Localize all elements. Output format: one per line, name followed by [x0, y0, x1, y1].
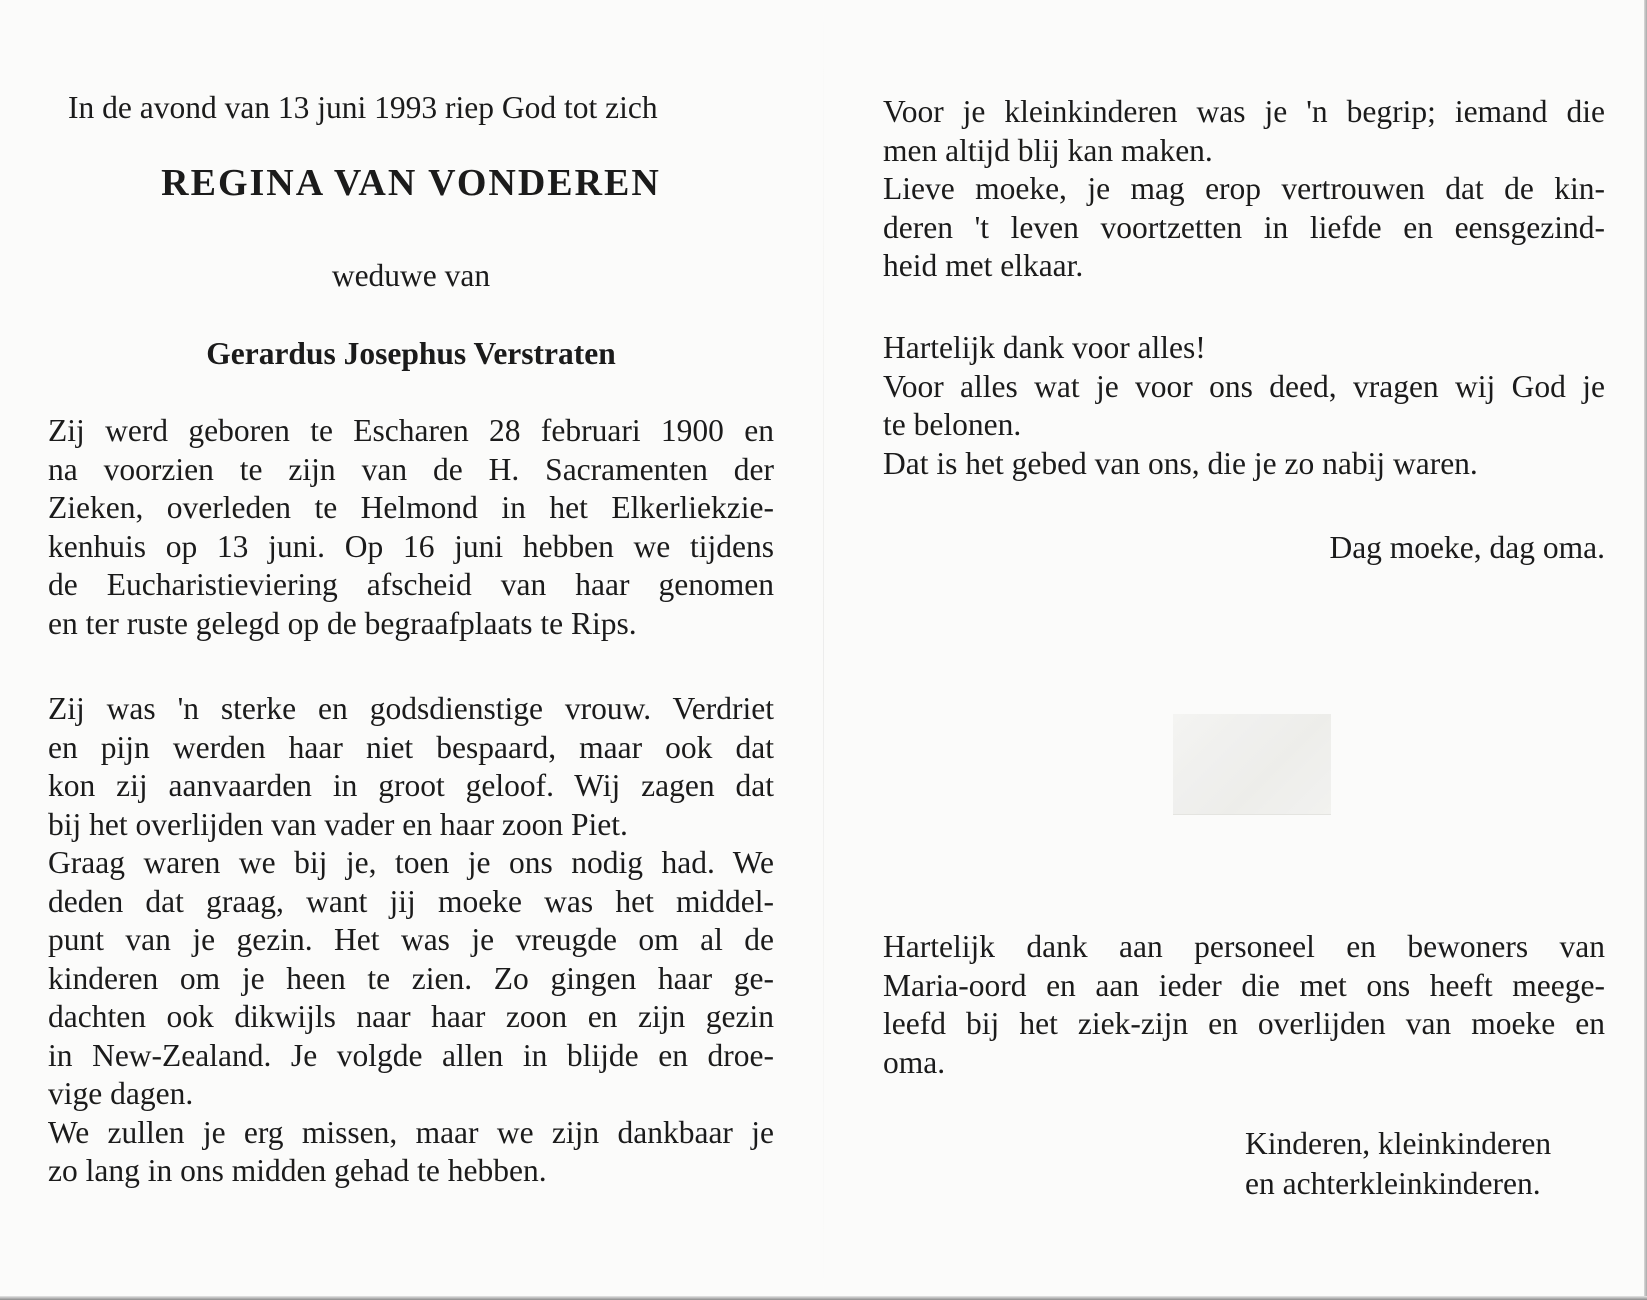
- text-line: Voor alles wat je voor ons deed, vragen wij God je: [883, 368, 1605, 404]
- widow-of-line: weduwe van: [331, 258, 491, 293]
- signature-block: [1245, 1124, 1605, 1204]
- text-line: deren 't leven voortzetten in liefde en eensgezind-: [883, 209, 1605, 245]
- text-line: We zullen je erg missen, maar we zijn dankbaar je: [48, 1114, 774, 1150]
- text-line: dachten ook dikwijls naar haar zoon en zijn gezin: [48, 999, 774, 1034]
- text-line: oma.: [883, 1044, 946, 1080]
- card-fold: [823, 0, 824, 1300]
- tribute-paragraph: [48, 690, 774, 1191]
- text-line: Hartelijk dank aan personeel en bewoners van: [883, 929, 1605, 964]
- text-line: te belonen.: [883, 407, 1022, 442]
- gratitude-paragraph: [883, 329, 1605, 483]
- text-line: Maria-oord en aan ieder die met ons heeft meege-: [883, 967, 1605, 1003]
- grandchildren-paragraph: [883, 93, 1605, 286]
- text-line: vige dagen.: [48, 1076, 194, 1111]
- text-line: na voorzien te zijn van de H. Sacramenten der: [48, 451, 774, 487]
- text-line: Zieken, overleden te Helmond in het Elkerliekzie-: [48, 490, 774, 525]
- deceased-name: REGINA VAN VONDEREN: [161, 162, 661, 204]
- photo-placeholder: [1173, 714, 1331, 815]
- text-line: Graag waren we bij je, toen je ons nodig had. We: [48, 845, 774, 880]
- card-bottom-edge: [0, 1296, 1647, 1300]
- birth-death-paragraph: [48, 412, 774, 643]
- text-line: de Eucharistieviering afscheid van haar genomen: [48, 567, 774, 602]
- signature-line: Kinderen, kleinkinderen: [1245, 1126, 1552, 1161]
- text-line: leefd bij het ziek-zijn en overlijden van moeke en: [883, 1006, 1605, 1041]
- text-line: Voor je kleinkinderen was je 'n begrip; iemand die: [883, 94, 1605, 129]
- text-line: deden dat graag, want jij moeke was het middel-: [48, 883, 774, 919]
- intro-line: In de avond van 13 juni 1993 riep God tot zich: [68, 90, 658, 125]
- thanks-paragraph: [883, 928, 1605, 1082]
- husband-name: Gerardus Josephus Verstraten: [206, 336, 616, 371]
- text-line: Zij was 'n sterke en godsdienstige vrouw. Verdriet: [48, 691, 774, 726]
- text-line: punt van je gezin. Het was je vreugde om al de: [48, 922, 774, 957]
- text-line: en ter ruste gelegd op de begraafplaats te Rips.: [48, 605, 637, 641]
- text-line: men altijd blij kan maken.: [883, 132, 1213, 168]
- text-line: Zij werd geboren te Escharen 28 februari 1900 en: [48, 413, 774, 448]
- text-line: en pijn werden haar niet bespaard, maar ook dat: [48, 729, 774, 765]
- text-line: kinderen om je heen te zien. Zo gingen haar ge-: [48, 960, 774, 996]
- text-line: Hartelijk dank voor alles!: [883, 330, 1206, 365]
- text-line: heid met elkaar.: [883, 248, 1084, 283]
- text-line: kon zij aanvaarden in groot geloof. Wij zagen dat: [48, 768, 774, 803]
- text-line: Lieve moeke, je mag erop vertrouwen dat de kin-: [883, 171, 1605, 206]
- text-line: zo lang in ons midden gehad te hebben.: [48, 1153, 547, 1188]
- farewell-line: Dag moeke, dag oma.: [1329, 530, 1605, 565]
- signature-line: en achterkleinkinderen.: [1245, 1166, 1541, 1201]
- text-line: Dat is het gebed van ons, die je zo nabij waren.: [883, 445, 1478, 481]
- text-line: kenhuis op 13 juni. Op 16 juni hebben we tijdens: [48, 528, 774, 564]
- text-line: bij het overlijden van vader en haar zoon Piet.: [48, 806, 628, 842]
- text-line: in New-Zealand. Je volgde allen in blijde en droe-: [48, 1037, 774, 1073]
